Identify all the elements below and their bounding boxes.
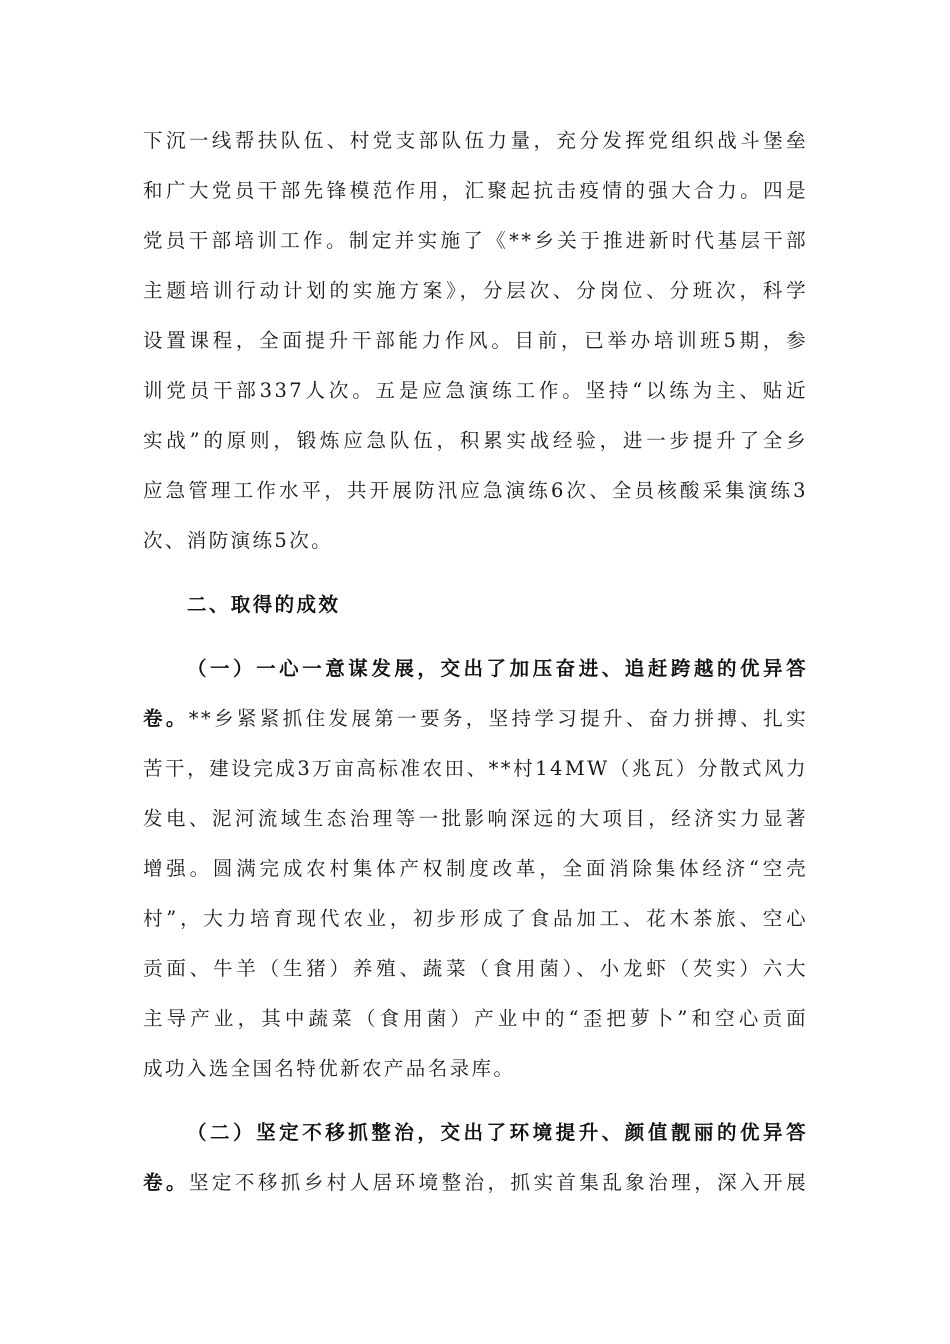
paragraph-heading-end: 卷。 [143,1171,189,1194]
text-line: 训党员干部337人次。五是应急演练工作。坚持“以练为主、贴近 [143,379,808,402]
paragraph-environment-improvement [143,1118,808,1218]
document-page [143,126,808,1218]
text-line [143,1168,808,1218]
text-line: 贡面、牛羊（生猪）养殖、蔬菜（食用菌）、小龙虾（芡实）六大 [143,957,808,980]
paragraph-gap [143,640,808,654]
text-line: 发电、泥河流域生态治理等一批影响深远的大项目，经济实力显著 [143,807,808,830]
text-line: 应急管理工作水平，共开展防汛应急演练6次、全员核酸采集演练3 [143,479,808,502]
text-line: 主导产业，其中蔬菜（食用菌）产业中的“歪把萝卜”和空心贡面 [143,1007,808,1030]
text-line [143,704,808,754]
text-line: 苦干，建设完成3万亩高标准农田、**村14MW（兆瓦）分散式风力 [143,757,808,780]
paragraph-development-achievements [143,654,808,1104]
text-line: 设置课程，全面提升干部能力作风。目前，已举办培训班5期，参 [143,329,808,352]
text-line: 主题培训行动计划的实施方案》，分层次、分岗位、分班次，科学 [143,279,808,302]
text-line: 党员干部培训工作。制定并实施了《**乡关于推进新时代基层干部 [143,229,808,252]
text-line: 村”，大力培育现代农业，初步形成了食品加工、花木茶旅、空心 [143,907,808,930]
text-line: 增强。圆满完成农村集体产权制度改革，全面消除集体经济“空壳 [143,857,808,880]
text-line: 成功入选全国名特优新农产品名录库。 [143,1057,516,1080]
text-line: 实战”的原则，锻炼应急队伍，积累实战经验，进一步提升了全乡 [143,429,808,452]
paragraph-gap [143,1104,808,1118]
text-segment: 坚定不移抓乡村人居环境整治，抓实首集乱象治理，深入开展 [188,1171,808,1194]
paragraph-gap [143,576,808,590]
section-heading: 二、取得的成效 [187,593,341,616]
text-line: 下沉一线帮扶队伍、村党支部队伍力量，充分发挥党组织战斗堡垒 [143,129,808,152]
paragraph-heading: （二）坚定不移抓整治，交出了环境提升、颜值靓丽的优异答 [187,1121,808,1144]
paragraph-training-and-drills [143,126,808,576]
paragraph-heading: （一）一心一意谋发展，交出了加压奋进、追赶跨越的优异答 [187,657,808,680]
text-line: 次、消防演练5次。 [143,529,334,552]
paragraph-heading-end: 卷。 [143,707,189,730]
text-line: 和广大党员干部先锋模范作用，汇聚起抗击疫情的强大合力。四是 [143,179,808,202]
text-segment: **乡紧紧抓住发展第一要务，坚持学习提升、奋力拼搏、扎实 [188,707,808,730]
